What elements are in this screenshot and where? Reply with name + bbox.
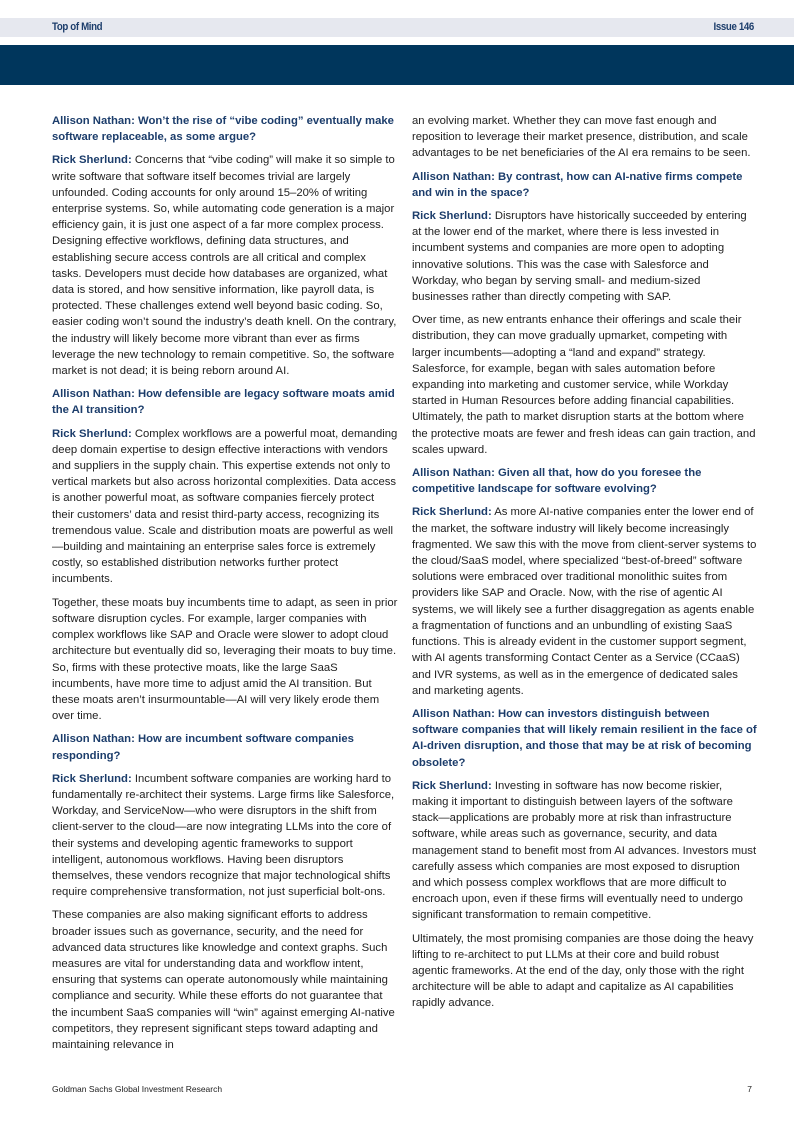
- paragraph: [412, 113, 758, 162]
- paragraph-text: These companies are also making significant efforts to address broader issues such as governance, security, and the need for advanced data structures like knowledge and context graphs. Such measures are vital for understanding data and workflow intent, ensuring that systems can operate autonomously while maintaining compliance and security. While these efforts do not guarantee that the incumbent SaaS companies will “win” against emerging AI-native competitors, they represent significant steps toward adapting and maintaining relevance in: [52, 909, 395, 1051]
- speaker-name: Allison Nathan:: [412, 707, 495, 720]
- interview-question: [412, 706, 758, 771]
- speaker-name: Allison Nathan:: [412, 467, 495, 480]
- paragraph-text: How are incumbent software companies responding?: [52, 733, 354, 762]
- paragraph-text: Incumbent software companies are working hard to fundamentally re-architect their systems. Large firms like Salesforce, Workday, and ServiceNow—who were disruptors in the shift from client-server to the cloud—are now integrating LLMs into the core of their systems and developing agentic frameworks to support intelligent, autonomous workflows. Having been disruptors themselves, these vendors recognize that major technological shifts require comprehensive transformation, not just superficial bolt-ons.: [52, 772, 395, 899]
- interview-answer: [412, 504, 758, 698]
- paragraph-text: an evolving market. Whether they can move fast enough and reposition to leverage their market presence, distribution, and scale advantages to be net beneficiaries of the AI era remains to be seen.: [412, 115, 751, 160]
- paragraph-text: As more AI-native companies enter the lower end of the market, the software industry will likely become increasingly fragmented. We saw this with the move from client-server systems to the cloud/SaaS model, where specialized “best-of-breed” software solutions were embraced over traditional monolithic suites from providers like SAP and Oracle. Now, with the rise of agentic AI systems, we will likely see a further disaggregation as agents enable a fragmentation of functions and an unbundling of existing SaaS functions. This is already evident in the customer support segment, with AI agents transforming Contact Center as a Service (CCaaS) and IVR systems, as well as in the emergence of dedicated sales and marketing agents.: [412, 506, 757, 697]
- right-column: [412, 113, 758, 1019]
- paragraph-text: Over time, as new entrants enhance their offerings and scale their distribution, they can move gradually upmarket, competing with larger incumbents—adopting a “land and expand” strategy. Salesforce, for example, began with sales automation before expanding into marketing and customer service, while Workday started in Human Resources before adding financial capabilities. Ultimately, the path to market disruption starts at the bottom where the protective moats are fewer and fresh ideas can gain traction, and scales upward.: [412, 314, 756, 456]
- interview-question: [52, 731, 398, 763]
- speaker-name: Allison Nathan:: [52, 388, 135, 401]
- interview-question: [412, 465, 758, 497]
- interview-answer: [52, 152, 398, 379]
- paragraph-text: By contrast, how can AI-native firms compete and win in the space?: [412, 170, 743, 199]
- paragraph-text: Investing in software has now become riskier, making it important to distinguish between layers of the software stack—applications are probably more at risk than infrastructure software, while areas such as governance, security, and data management stand to benefit most from AI advances. Investors must carefully assess which companies are most exposed to disruption and which possess complex workflows that are more difficult to encroach upon, even if these firms will eventually need to undergo significant transformation to remain competitive.: [412, 779, 757, 922]
- left-column: [52, 113, 398, 1060]
- speaker-name: Rick Sherlund:: [412, 506, 492, 519]
- interview-question: [52, 386, 398, 418]
- paragraph-text: Won’t the rise of “vibe coding” eventually make software replaceable, as some argue?: [52, 115, 394, 144]
- issue-number: Issue 146: [713, 21, 754, 33]
- publication-title: Top of Mind: [52, 21, 103, 33]
- speaker-name: Allison Nathan:: [52, 733, 135, 746]
- paragraph: [412, 312, 758, 458]
- paragraph-text: How can investors distinguish between software companies that will likely remain resilient in the face of AI-driven disruption, and those that may be at risk of becoming obsolete?: [412, 707, 757, 769]
- paragraph: [52, 595, 398, 725]
- paragraph-text: How defensible are legacy software moats amid the AI transition?: [52, 388, 395, 417]
- navy-banner: [0, 45, 794, 85]
- speaker-name: Allison Nathan:: [412, 170, 495, 183]
- page-number: 7: [747, 1084, 752, 1094]
- header-band: [0, 18, 794, 37]
- interview-answer: [412, 778, 758, 924]
- paragraph-text: Given all that, how do you foresee the competitive landscape for software evolving?: [412, 467, 702, 496]
- interview-question: [52, 113, 398, 145]
- paragraph: [412, 931, 758, 1012]
- interview-answer: [412, 208, 758, 305]
- paragraph-text: Together, these moats buy incumbents time to adapt, as seen in prior software disruption cycles. For example, larger companies with complex workflows like SAP and Oracle were slower to adopt cloud architecture but eventually did so, leveraging their moats to buy time. So, firms with these protective moats, like the large SaaS incumbents, have more time to adjust amid the AI transition. But these moats aren’t insurmountable—AI will very likely erode them over time.: [52, 596, 398, 723]
- speaker-name: Rick Sherlund:: [52, 772, 132, 785]
- speaker-name: Rick Sherlund:: [52, 154, 132, 167]
- paragraph-text: Complex workflows are a powerful moat, demanding deep domain expertise to design effective interactions with vendors and suppliers in the supply chain. This expertise extends not only to vertical markets but also across horizontal complexities. Data access is another powerful moat, as software companies fiercely protect their customers’ data and resist third-party access, recognizing its tremendous value. Scale and distribution moats are powerful as well—building and maintaining an enterprise sales force is extremely costly, so established distribution networks further protect incumbents.: [52, 427, 398, 586]
- speaker-name: Rick Sherlund:: [52, 427, 132, 440]
- interview-question: [412, 169, 758, 201]
- interview-answer: [52, 426, 398, 588]
- paragraph-text: Concerns that “vibe coding” will make it so simple to write software that software itself becomes trivial are largely unfounded. Coding accounts for only around 15–20% of writing enterprise systems. So, while automating code generation is a major efficiency gain, it is just one aspect of a far more complex process. Designing effective workflows, defining data structures, and establishing secure access controls are all critical and complex tasks. Developers must decide how databases are organized, what data is stored, and how sensitive information, like payroll data, is protected. These challenges extend well beyond basic coding. So, easier coding won’t sound the industry’s death knell. On the contrary, the industry will likely become more vibrant than ever as firms leverage the new technology to remain competitive. So, the software market is not dead; it is being reborn around AI.: [52, 154, 397, 378]
- paragraph-text: Ultimately, the most promising companies are those doing the heavy lifting to re-architect to put LLMs at their core and build robust agentic frameworks. At the end of the day, only those with the right architecture will be able to adapt and capitalize as AI capabilities rapidly advance.: [412, 932, 754, 1010]
- paragraph-text: Disruptors have historically succeeded by entering at the lower end of the market, where there is less invested in incumbent systems and companies are more open to adopting innovative solutions. This was the case with Salesforce and Workday, who began by serving small- and medium-sized businesses rather than directly competing with SAP.: [412, 210, 747, 304]
- paragraph: [52, 907, 398, 1053]
- speaker-name: Rick Sherlund:: [412, 210, 492, 223]
- interview-answer: [52, 771, 398, 901]
- speaker-name: Rick Sherlund:: [412, 779, 492, 792]
- speaker-name: Allison Nathan:: [52, 115, 135, 127]
- footer-source: Goldman Sachs Global Investment Research: [52, 1084, 223, 1094]
